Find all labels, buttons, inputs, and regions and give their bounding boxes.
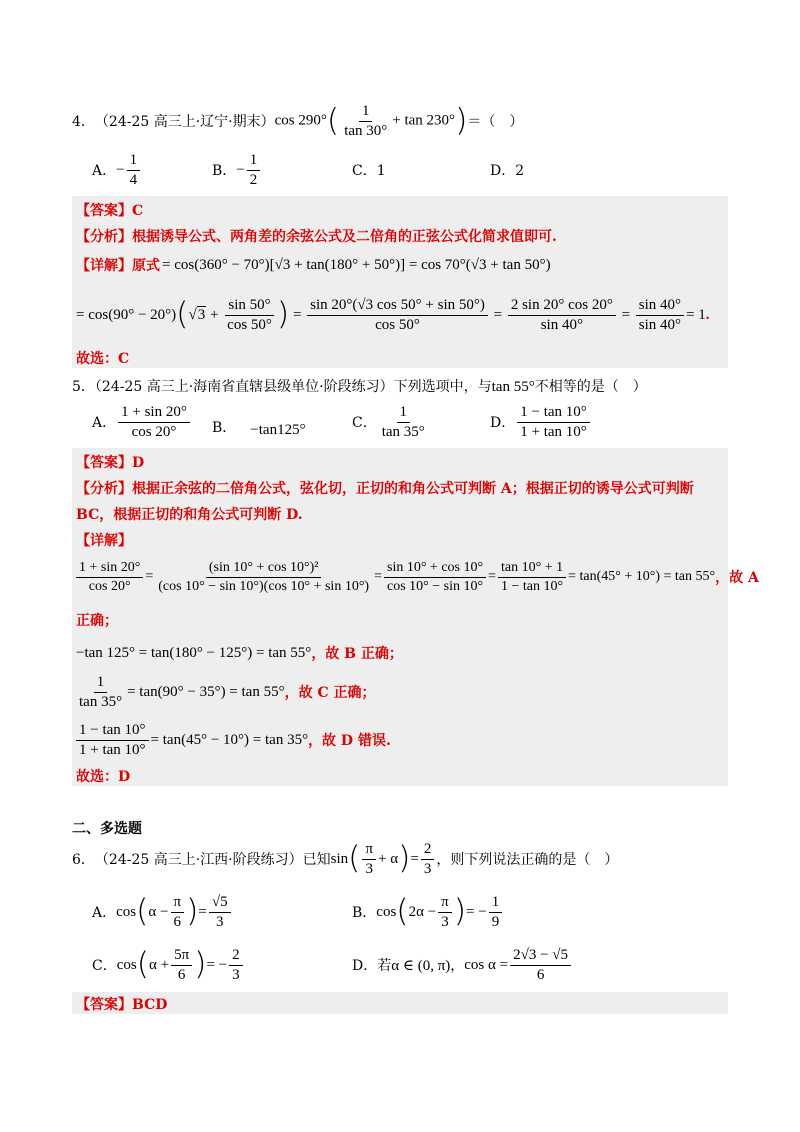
- q4-option-c: C．1: [352, 163, 386, 179]
- q4-blank: ＝（ ）: [467, 114, 524, 130]
- q4-choose: 故选：C: [76, 351, 130, 367]
- q5-detail-line1-cont: 正确；: [76, 613, 118, 629]
- q6-answer-box: [72, 992, 728, 1014]
- q4-detail-line2: = cos(90° − 20°) ( √ 3 + $\frac{\sin 50^\circ}{\cos 50^\circ}$ ) = $\frac{\sin 20^\circ(√3 \cos 50^\circ + \sin 50^\circ)}{\cos 50^\circ}$ = $\frac{2 \sin 20^\circ \cos 20^\circ}{\sin 40^\circ}$ = $\frac{\sin 40^\circ}{\sin 40^\circ}$ = 1 .: [76, 296, 710, 333]
- q6-option-b: B． cos ( 2α − $\frac{\pi}{3}$ ) = − $\frac{1}{9}$: [352, 890, 504, 934]
- q4-analysis: 【分析】根据诱导公式、两角差的余弦公式及二倍角的正弦公式化简求值即可.: [76, 229, 557, 245]
- q6-option-c: C． cos ( α + $\frac{5\pi}{6}$ ) = − $\frac{2}{3}$: [92, 942, 245, 988]
- q4-option-d: D．2: [490, 163, 525, 179]
- q4-source: （24-25 高三上·辽宁·期末）: [94, 114, 275, 130]
- q4-stem: [72, 96, 523, 146]
- q5-detail-line1: $\frac{1 + \sin 20^\circ}{\cos 20^\circ}$ = $\frac{\text{(sin 10° + cos 10°)²}}{(\cos 10^\circ - \sin 10^\circ)(\cos 10^\circ + \sin 10^\circ)}$ = $\frac{\sin 10^\circ + \cos 10^\circ}{\cos 10^\circ - \sin 10^\circ}$ = $\frac{\tan 10^\circ + 1}{1 - \tan 10^\circ}$ = tan(45° + 10°) = tan 55° ，故 A: [74, 552, 759, 602]
- q6-answer: 【答案】BCD: [76, 997, 168, 1013]
- q5-analysis-2: BC，根据正切的和角公式可判断 D.: [76, 507, 303, 523]
- q5-choose: 故选：D: [76, 769, 131, 785]
- q5-detail-line3: $\frac{1}{\tan 35^\circ}$ = tan(90° − 35°) = tan 55° ，故 C 正确；: [79, 673, 376, 710]
- q5-option-a: A． $\frac{1 + \sin 20^\circ}{\cos 20^\circ}$: [92, 402, 192, 442]
- q5-answer: 【答案】D: [76, 455, 145, 471]
- q6-option-a: A． cos ( α − $\frac{\pi}{6}$ ) = $\frac{√5}{3}$: [92, 890, 233, 934]
- q5-detail-line2: −tan 125° = tan(180° − 125°) = tan 55° ，故 B 正确；: [76, 644, 403, 662]
- q5-option-c: C． $\frac{1}{\tan 35^\circ}$: [352, 403, 425, 440]
- q4-answer-box: [72, 196, 728, 368]
- q5-detail-label: 【详解】: [76, 533, 132, 549]
- q5-stem: 5．（24-25 高三上·海南省直辖县级单位·阶段练习）下列选项中，与tan 55°不相等的是（ ）: [72, 379, 647, 395]
- q4-option-b: B． − $\frac{1}{2}$: [212, 150, 262, 190]
- q6-stem: 6． （24-25 高三上·江西·阶段练习）已知 sin ( $\frac{\pi}{3}$ + α ) = $\frac{2}{3}$ ，则下列说法正确的是（ ）: [72, 840, 619, 877]
- q5-analysis-1: 【分析】根据正余弦的二倍角公式，弦化切，正切的和角公式可判断 A；根据正切的诱导公式可判断: [76, 481, 694, 497]
- q4-option-a: A． − $\frac{1}{4}$: [92, 150, 142, 190]
- q6-option-d: D． 若 α ∈ (0, π) ， cos α = $\frac{2√3 - √5}{6}$: [352, 942, 573, 988]
- section-title: 二、多选题: [72, 821, 142, 837]
- q5-option-b: B． −tan125°: [212, 419, 306, 438]
- q5-detail-line4: $\frac{1 - \tan 10^\circ}{1 + \tan 10^\circ}$ = tan(45° − 10°) = tan 35° ，故 D 错误.: [74, 718, 391, 762]
- q5-option-d: D． $\frac{1 - \tan 10^\circ}{1 + \tan 10^\circ}$: [490, 402, 592, 442]
- q4-expression: cos 290°( $\frac{1}{\tan 30^\circ}$ + tan 230°): [274, 102, 468, 139]
- q4-detail-line1: 【详解】原式 = cos(360° − 70°)[√3 + tan(180° + 50°)] = cos 70°(√3 + tan 50°): [76, 256, 551, 274]
- q4-answer: 【答案】C: [76, 203, 144, 219]
- q4-number: 4．: [72, 114, 95, 130]
